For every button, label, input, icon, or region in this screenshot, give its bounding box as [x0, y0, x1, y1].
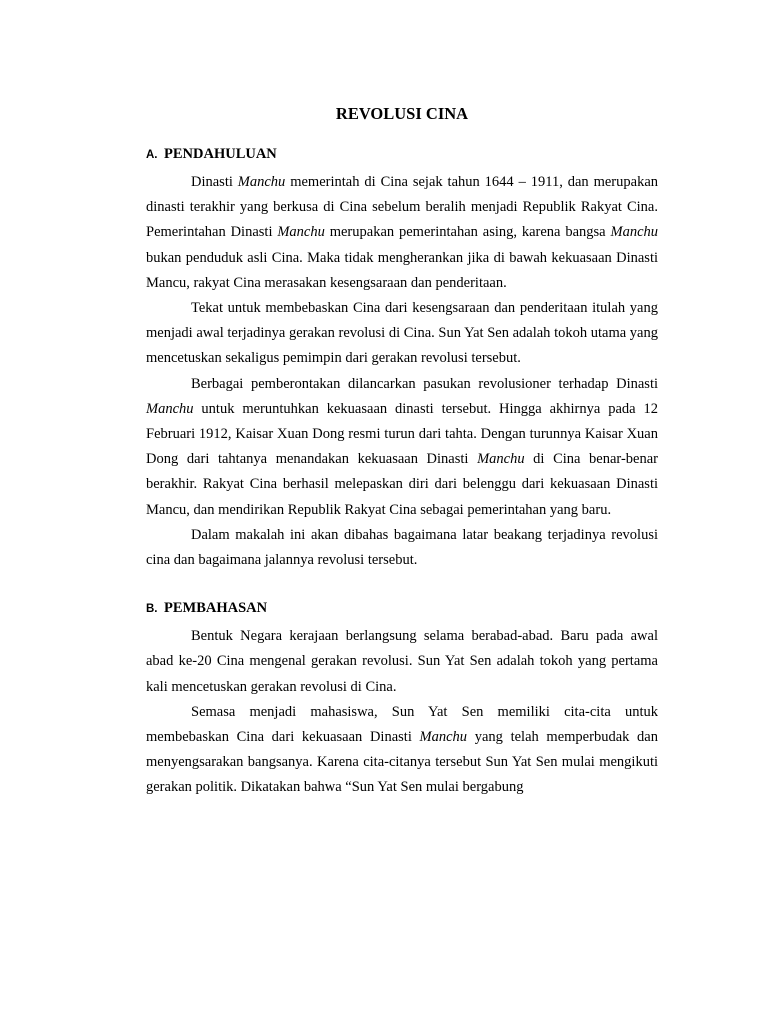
italic-term: Manchu — [419, 729, 468, 746]
section-letter: B. — [146, 603, 158, 616]
paragraph: Dinasti Manchu memerintah di Cina sejak tahun 1644 – 1911, dan merupakan dinasti terakhir yang berkusa di Cina sebelum beralih menjadi Republik Rakyat Cina. Pemerintahan Dinasti Manchu merupakan pemerintahan asing, karena bangsa Manchu bukan penduduk asli Cina. Maka tidak mengherankan jika di bawah kekuasaan Dinasti Mancu, rakyat Cina merasakan kesengsaraan dan penderitaan. — [146, 174, 658, 291]
paragraph: Bentuk Negara kerajaan berlangsung selama berabad-abad. Baru pada awal abad ke-20 Cina mengenal gerakan revolusi. Sun Yat Sen adalah tokoh yang pertama kali mencetuskan gerakan revolusi di Cina. — [146, 628, 658, 695]
section-heading — [146, 598, 658, 619]
document-title: REVOLUSI CINA — [335, 104, 469, 123]
paragraph: Dalam makalah ini akan dibahas bagaimana latar beakang terjadinya revolusi cina dan bagaimana jalannya revolusi tersebut. — [146, 526, 658, 569]
section-heading-text: PEMBAHASAN — [164, 600, 268, 617]
section-gap — [146, 573, 658, 598]
section-heading-text: PENDAHULUAN — [164, 146, 277, 162]
paragraph: Berbagai pemberontakan dilancarkan pasukan revolusioner terhadap Dinasti Manchu untuk meruntuhkan kekuasaan dinasti tersebut. Hingga akhirnya pada 12 Februari 1912, Kaisar Xuan Dong resmi turun dari tahta. Dengan turunnya Kaisar Xuan Dong dari tahtanya menandakan kekuasaan Dinasti Manchu di Cina benar-benar berakhir. Rakyat Cina berhasil melepaskan diri dari belenggu dari kekuasaan Dinasti Mancu, dan mendirikan Republik Rakyat Cina sebagai pemerintahan yang baru. — [146, 375, 658, 518]
italic-term: Manchu — [146, 400, 194, 417]
italic-term: Manchu — [610, 224, 658, 241]
section-letter: A. — [146, 149, 158, 161]
document-page — [146, 103, 658, 801]
italic-term: Manchu — [277, 224, 325, 241]
italic-term: Manchu — [477, 451, 525, 468]
section-heading — [146, 144, 658, 165]
paragraph: Tekat untuk membebaskan Cina dari kesengsaraan dan penderitaan itulah yang menjadi awal terjadinya gerakan revolusi di Cina. Sun Yat Sen adalah tokoh utama yang mencetuskan sekaligus pemimpin dari gerakan revolusi tersebut. — [146, 300, 658, 367]
italic-term: Manchu — [237, 174, 286, 190]
paragraph: Semasa menjadi mahasiswa, Sun Yat Sen memiliki cita-cita untuk membebaskan Cina dari kekuasaan Dinasti Manchu yang telah memperbudak dan menyengsarakan bangsanya. Karena cita-citanya tersebut Sun Yat Sen mulai mengikuti gerakan politik. Dikatakan bahwa “Sun Yat Sen mulai bergabung — [146, 703, 658, 796]
document-body — [146, 144, 658, 801]
